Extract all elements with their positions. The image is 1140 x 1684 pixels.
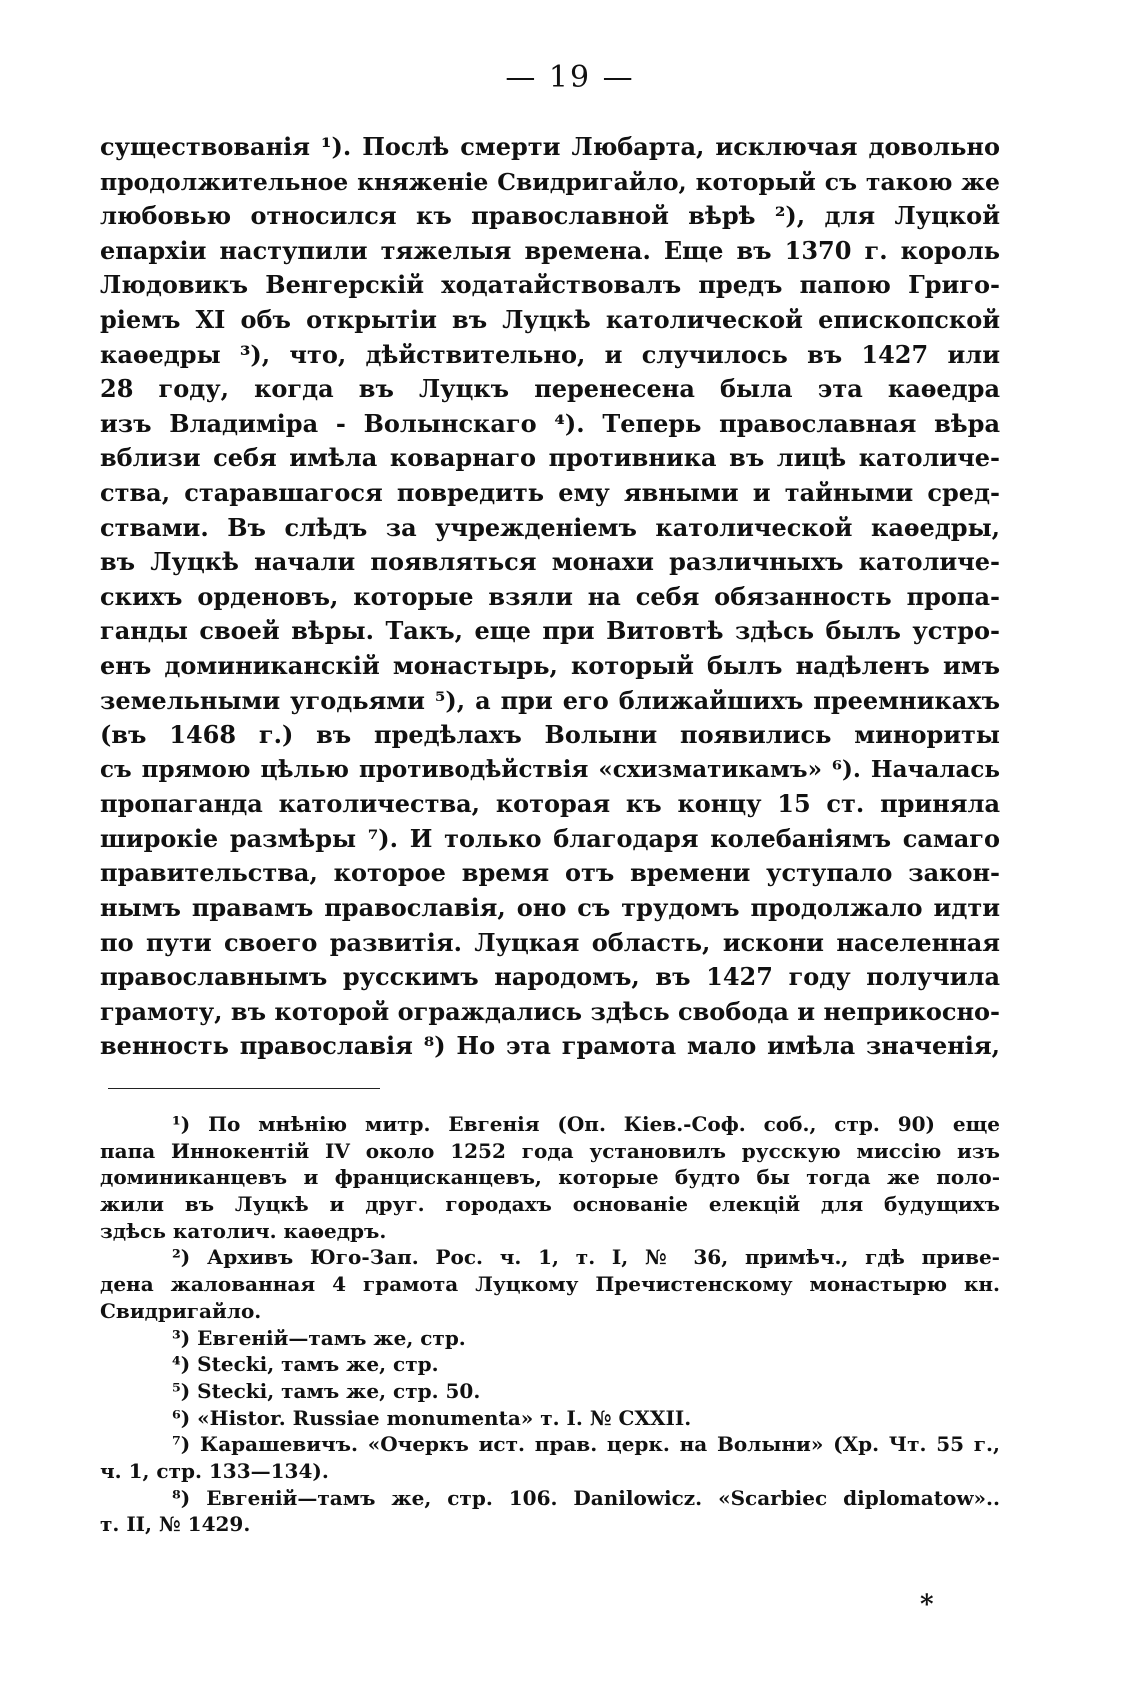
text-line: ства, старавшагося повредить ему явными и тайными сред- bbox=[100, 477, 1000, 507]
footnote-line: доминиканцевъ и францисканцевъ, которые будто бы тогда же поло- bbox=[100, 1165, 1000, 1190]
text-line: правительства, которое время отъ времени уступало закон- bbox=[100, 858, 1000, 888]
text-line: епархіи наступили тяжелыя времена. Еще въ 1370 г. король bbox=[100, 235, 1000, 265]
text-line: съ прямою цѣлью противодѣйствія «схизматикамъ» ⁶). Началась bbox=[100, 755, 1000, 783]
text-line: енъ доминиканскій монастырь, который былъ надѣленъ имъ bbox=[100, 650, 1000, 680]
text-line: венность православія ⁸) Но эта грамота мало имѣла значенія, bbox=[100, 1031, 1000, 1061]
footnote-line: папа Иннокентій IV около 1252 года установилъ русскую миссію изъ bbox=[100, 1138, 1000, 1163]
text-line: православнымъ русскимъ народомъ, въ 1427 году получила bbox=[100, 962, 1000, 992]
text-line: скихъ орденовъ, которые взяли на себя обязанность пропа- bbox=[100, 581, 1000, 611]
signature-mark: * bbox=[920, 1590, 934, 1620]
text-line: ганды своей вѣры. Такъ, еще при Витовтѣ здѣсь былъ устро- bbox=[100, 616, 1000, 646]
footnote-line: дена жалованная 4 грамота Луцкому Пречистенскому монастырю кн. bbox=[100, 1272, 1000, 1297]
footnote-line: жили въ Луцкѣ и друг. городахъ основаніе елекцій для будущихъ bbox=[100, 1192, 1000, 1217]
footnote-line: ¹) По мнѣнію митр. Евгенія (Оп. Кіев.-Соф. соб., стр. 90) еще bbox=[172, 1112, 1000, 1136]
footnote-line: ⁶) «Histor. Russiae monumenta» т. I. № CXXII. bbox=[172, 1405, 692, 1430]
text-line: продолжительное княженіе Свидригайло, который съ такою же bbox=[100, 167, 1000, 196]
text-line: Людовикъ Венгерскій ходатайствовалъ предъ папою Григо- bbox=[100, 270, 1000, 300]
text-line: ствами. Въ слѣдъ за учрежденіемъ католической каѳедры, bbox=[100, 512, 1000, 542]
footnotes bbox=[100, 1111, 1000, 1538]
main-text bbox=[100, 130, 1000, 1064]
text-line: каѳедры ³), что, дѣйствительно, и случилось въ 1427 или bbox=[100, 339, 1000, 369]
text-line: ріемъ XI объ открытіи въ Луцкѣ католической епископской bbox=[100, 304, 1000, 334]
footnote-line: ⁷) Карашевичъ. «Очеркъ ист. прав. церк. на Волыни» (Хр. Чт. 55 г., bbox=[172, 1432, 1000, 1457]
text-line: любовью относился къ православной вѣрѣ ²), для Луцкой bbox=[100, 201, 1000, 231]
footnote-line: ³) Евгеній—тамъ же, стр. bbox=[172, 1325, 466, 1350]
footnote-line: т. II, № 1429. bbox=[100, 1512, 251, 1537]
footnote-line: ⁴) Stecki, тамъ же, стр. bbox=[172, 1352, 439, 1377]
text-line: изъ Владиміра - Волынскаго ⁴). Теперь православная вѣра bbox=[100, 408, 1000, 438]
text-line: существованія ¹). Послѣ смерти Любарта, исключая довольно bbox=[100, 132, 1000, 161]
footnote-line: Свидригайло. bbox=[100, 1298, 262, 1323]
text-line: (въ 1468 г.) въ предѣлахъ Волыни появились минориты bbox=[100, 720, 1000, 750]
text-line: нымъ правамъ православія, оно съ трудомъ продолжало идти bbox=[100, 893, 1000, 923]
text-line: вблизи себя имѣла коварнаго противника въ лицѣ католиче- bbox=[100, 443, 1000, 473]
text-line: въ Луцкѣ начали появляться монахи различныхъ католиче- bbox=[100, 547, 1000, 577]
footnote-line: ²) Архивъ Юго-Зап. Рос. ч. 1, т. I, № 36, примѣч., гдѣ приве- bbox=[172, 1245, 1000, 1270]
page-number: — 19 — bbox=[505, 60, 635, 95]
text-line: по пути своего развитія. Луцкая область, искони населенная bbox=[100, 927, 1000, 957]
text-line: грамоту, въ которой ограждались здѣсь свобода и неприкосно- bbox=[100, 996, 1000, 1026]
text-line: земельными угодьями ⁵), а при его ближайшихъ преемникахъ bbox=[100, 685, 1000, 715]
footnote-line: здѣсь католич. каѳедръ. bbox=[100, 1218, 387, 1243]
footnote-divider bbox=[108, 1088, 380, 1089]
footnote-line: ⁵) Stecki, тамъ же, стр. 50. bbox=[172, 1378, 481, 1403]
text-line: 28 году, когда въ Луцкъ перенесена была эта каѳедра bbox=[100, 374, 1000, 404]
footnote-line: ⁸) Евгеній—тамъ же, стр. 106. Danilowicz. «Scarbiec diplomatow».. bbox=[172, 1485, 1000, 1510]
footnote-line: ч. 1, стр. 133—134). bbox=[100, 1458, 329, 1483]
text-line: пропаганда католичества, которая къ концу 15 ст. приняла bbox=[100, 789, 1000, 819]
text-line: широкіе размѣры ⁷). И только благодаря колебаніямъ самаго bbox=[100, 823, 1000, 853]
